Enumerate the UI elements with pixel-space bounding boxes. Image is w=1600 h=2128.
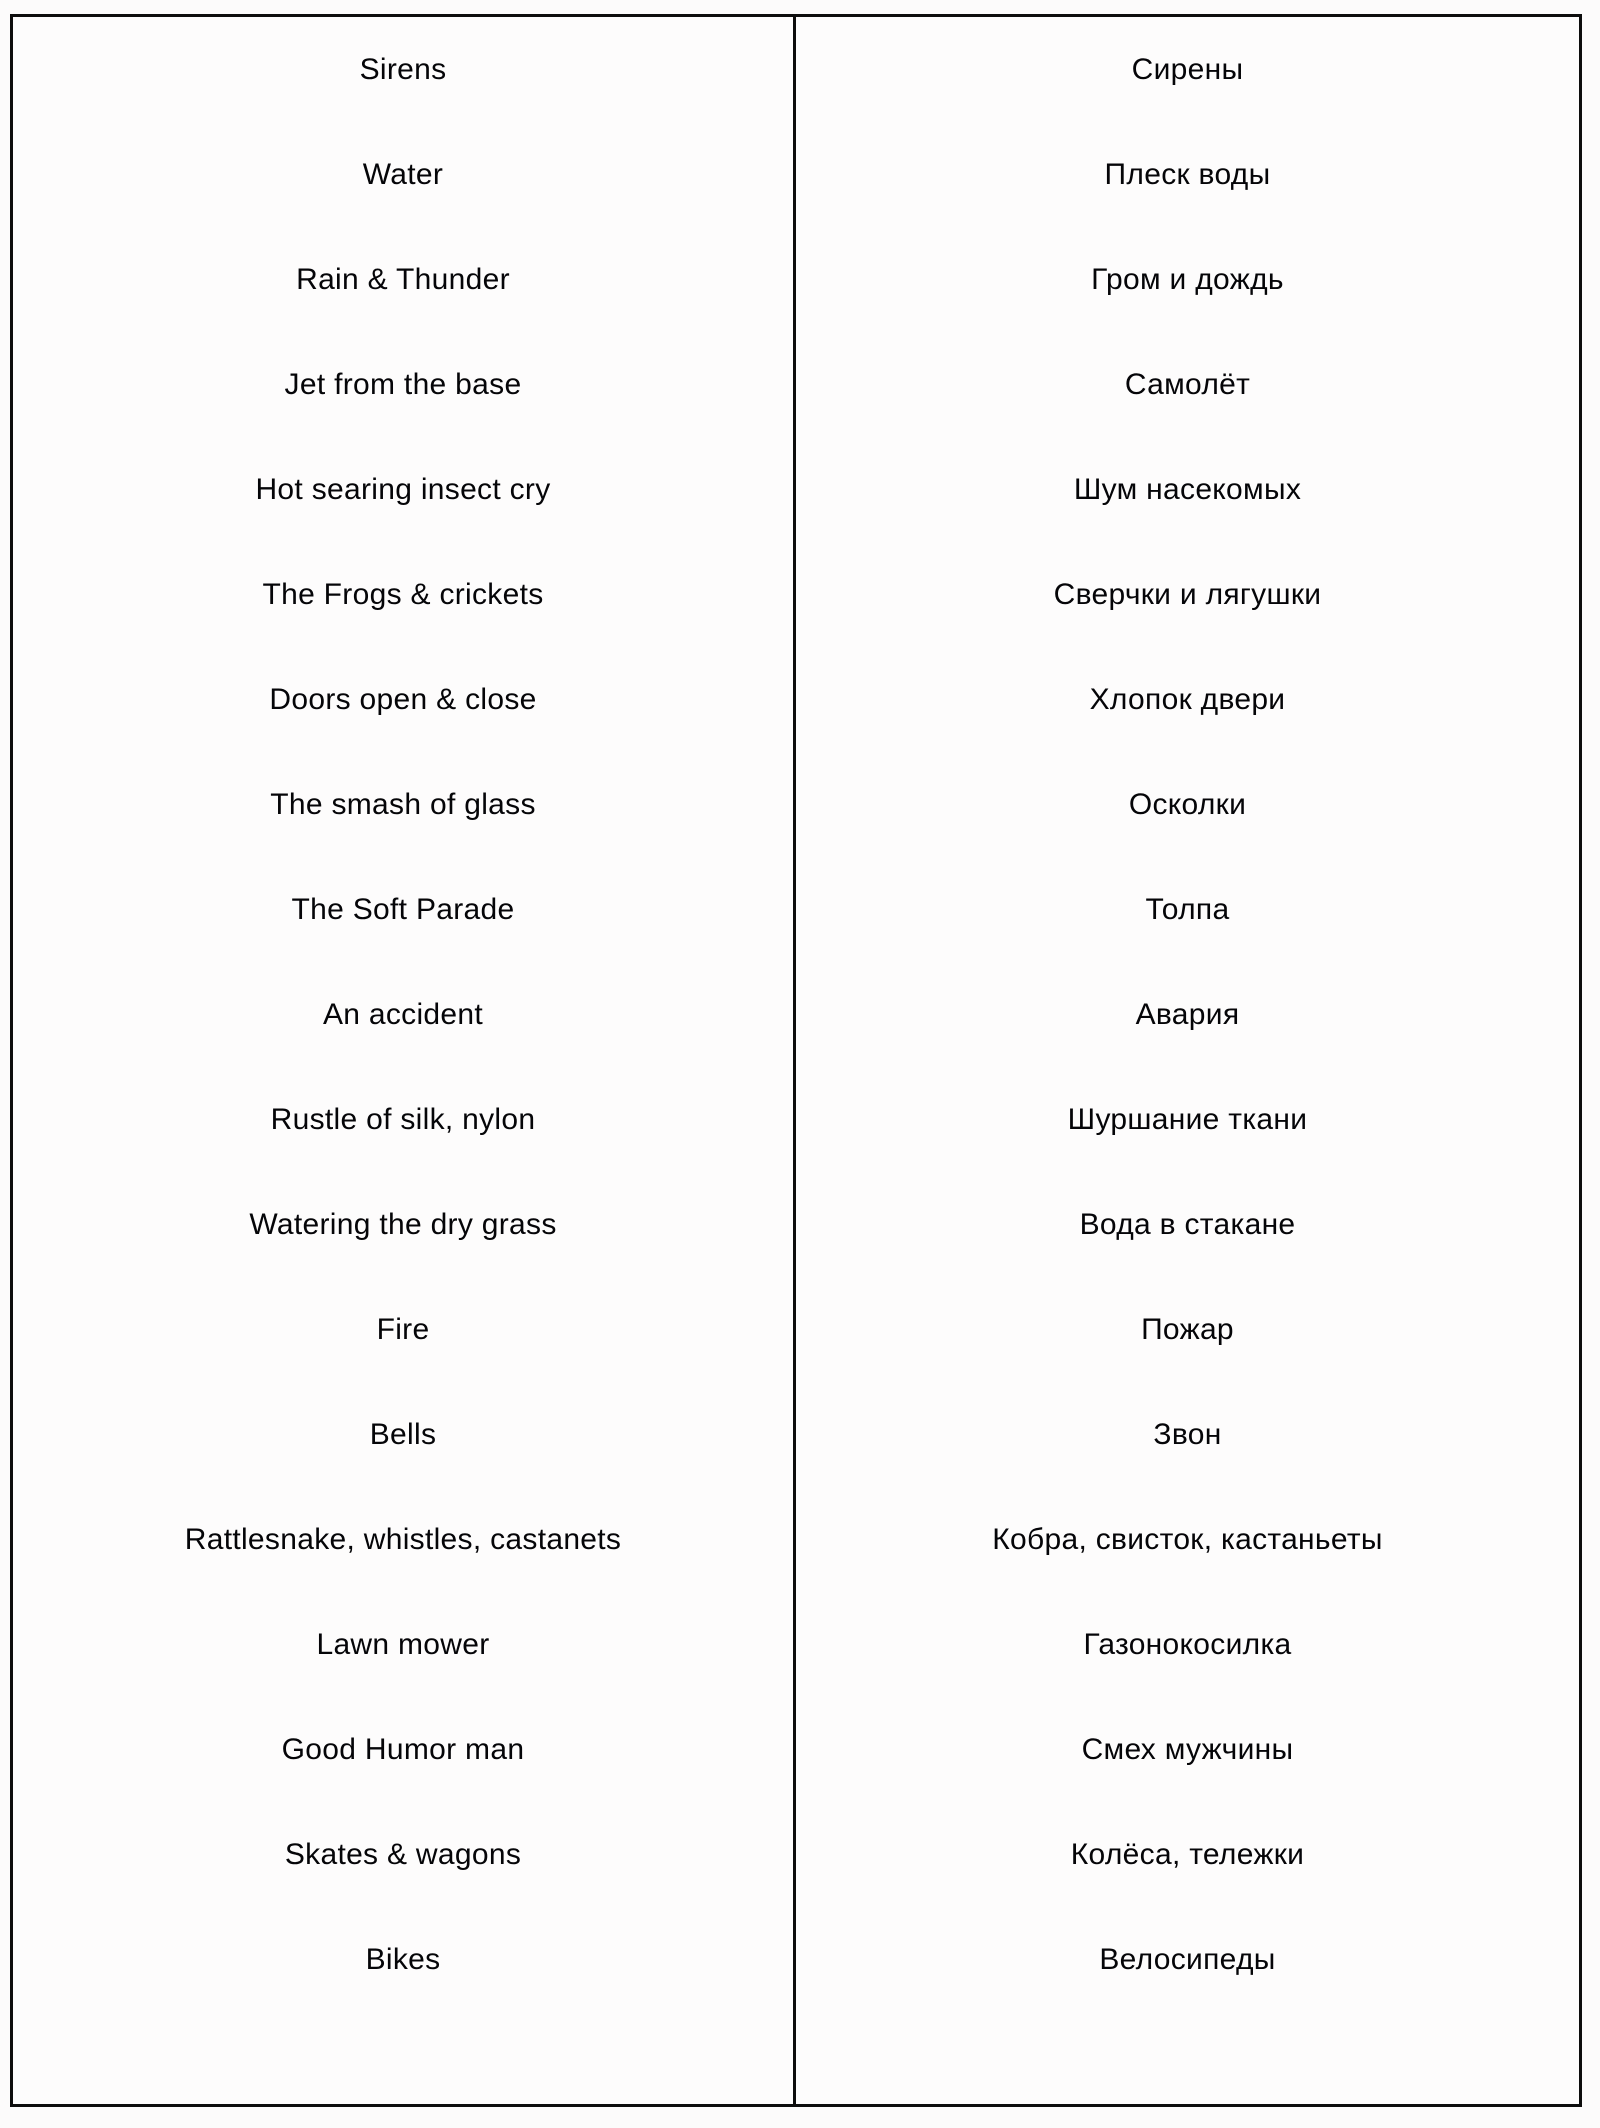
russian-cell: Звон	[1153, 1417, 1222, 1451]
english-cell: Jet from the base	[284, 367, 522, 401]
russian-cell: Гром и дождь	[1091, 262, 1284, 296]
english-cell: Bikes	[365, 1942, 441, 1976]
russian-cell: Сирены	[1131, 52, 1244, 86]
russian-cell: Осколки	[1128, 787, 1247, 821]
russian-cell: Сверчки и лягушки	[1053, 577, 1322, 611]
translation-table	[10, 14, 1582, 2107]
english-cell: Hot searing insect cry	[255, 472, 551, 506]
english-cell: Fire	[376, 1312, 430, 1346]
russian-column	[796, 17, 1579, 2104]
english-cell: Water	[362, 157, 444, 191]
english-cell: Rain & Thunder	[296, 262, 510, 296]
english-cell: Rustle of silk, nylon	[270, 1102, 536, 1136]
russian-cell: Кобра, свисток, кастаньеты	[992, 1522, 1383, 1556]
russian-cell: Вода в стакане	[1079, 1207, 1296, 1241]
english-cell: Doors open & close	[269, 682, 537, 716]
russian-cell: Хлопок двери	[1089, 682, 1286, 716]
english-cell: An accident	[322, 997, 484, 1031]
english-cell: Rattlesnake, whistles, castanets	[184, 1522, 622, 1556]
english-cell: Lawn mower	[316, 1627, 490, 1661]
russian-cell: Смех мужчины	[1081, 1732, 1294, 1766]
russian-cell: Авария	[1135, 997, 1240, 1031]
russian-cell: Шум насекомых	[1073, 472, 1302, 506]
english-cell: The Frogs & crickets	[262, 577, 544, 611]
russian-cell: Толпа	[1145, 892, 1230, 926]
russian-cell: Колёса, тележки	[1070, 1837, 1305, 1871]
russian-cell: Газонокосилка	[1083, 1627, 1292, 1661]
english-cell: The smash of glass	[270, 787, 536, 821]
english-cell: Skates & wagons	[284, 1837, 522, 1871]
russian-cell: Пожар	[1141, 1312, 1234, 1346]
english-cell: Bells	[369, 1417, 437, 1451]
russian-cell: Шуршание ткани	[1067, 1102, 1308, 1136]
english-cell: Sirens	[359, 52, 447, 86]
english-cell: The Soft Parade	[291, 892, 515, 926]
english-cell: Watering the dry grass	[249, 1207, 557, 1241]
russian-cell: Велосипеды	[1099, 1942, 1276, 1976]
russian-cell: Плеск воды	[1104, 157, 1271, 191]
russian-cell: Самолёт	[1124, 367, 1251, 401]
english-cell: Good Humor man	[281, 1732, 525, 1766]
english-column	[13, 17, 796, 2104]
